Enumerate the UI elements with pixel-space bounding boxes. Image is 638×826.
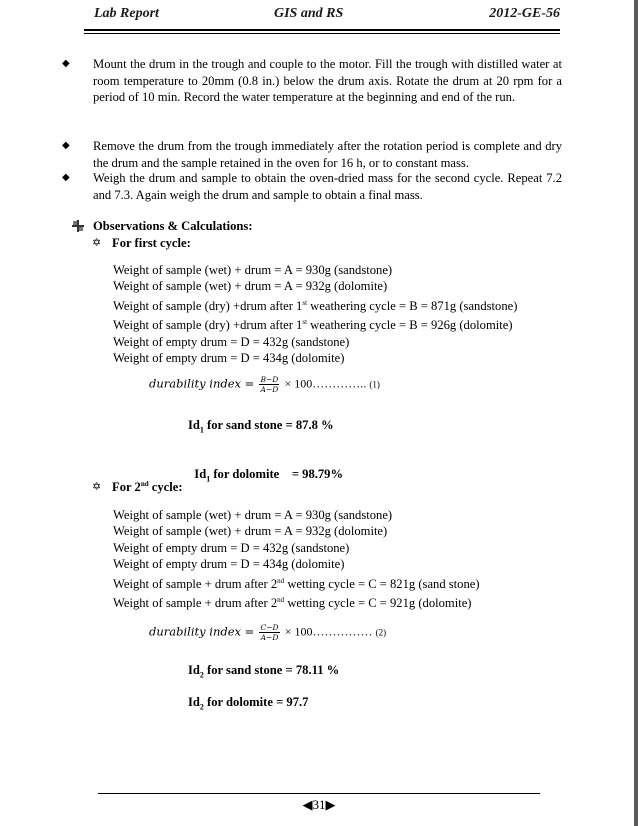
header-center: GIS and RS [274,6,344,21]
header-rule-thin [84,33,560,34]
header-left: Lab Report [94,6,159,21]
header-rule-thick [84,29,560,31]
measurement-line: Weight of sample + drum after 2nd wetting cycle = C = 821g (sand stone) [113,576,480,591]
measurement-line: Weight of sample (dry) +drum after 1st weathering cycle = B = 926g (dolomite) [113,318,513,333]
footer-rule [98,793,540,794]
pushpin-icon [72,220,84,232]
equation-lhs: durability index = [149,624,255,639]
equation-lhs: durability index = [149,376,255,391]
measurement-line: Weight of sample (wet) + drum = A = 930g (sandstone) [113,263,393,277]
result-line: $Id_2$ for sand stone = 78.11 % [188,663,340,680]
bullet-text: Mount the drum in the trough and couple to the motor. Fill the trough with distilled water at room temperature to 20mm (0.8 in.) below the drum axis. Rotate the drum at 20 rpm for a period of 10 min. Record the water temperature at the beginning and end of the run. [93,57,562,105]
measurement-line: Weight of empty drum = D = 434g (dolomite) [113,557,345,572]
measurement-line: Weight of sample (wet) + drum = A = 930g (sandstone) [113,508,393,522]
diamond-bullet-icon: ◆ [62,58,70,69]
equation-ref: (1) [369,379,380,390]
measurement-line: Weight of sample (dry) +drum after 1st weathering cycle = B = 871g (sandstone) [113,298,518,313]
section-title: Observations & Calculations: [93,219,253,233]
measurement-line: Weight of empty drum = D = 432g (sandstone) [113,335,350,349]
result-line: $Id_1$ for dolomite = 98.79% [194,467,344,484]
equation-fraction [259,623,279,642]
fraction-numerator: B−D [260,375,279,384]
star-bullet-icon: ✡ [92,237,102,249]
page-header [86,6,560,28]
durability-equation-2 [149,623,386,642]
fraction-numerator: C−D [260,623,279,632]
arrow-left-icon: ◀ [302,797,313,812]
diamond-bullet-icon: ◆ [62,140,70,151]
bullet-item [62,170,562,203]
star-bullet-icon: ✡ [92,481,102,493]
equation-multiplier: × 100………….. [284,376,367,391]
durability-equation-1 [149,375,380,394]
arrow-right-icon: ▶ [325,797,336,812]
bullet-text: Weigh the drum and sample to obtain the oven-dried mass for the second cycle. Repeat 7.2 and 7.3. Again weigh the drum and sample to obtain a final mass. [93,171,562,202]
result-line: $Id_2$ for dolomite = 97.7 [188,695,309,712]
measurement-line: Weight of sample (wet) + drum = A = 932g (dolomite) [113,524,388,539]
result-line: $Id_1$ for sand stone = 87.8 % [188,418,334,435]
cycle1-title: For first cycle: [112,236,191,250]
fraction-denominator: A−D [260,385,279,394]
page-edge [634,0,638,826]
cycle1-measurements [113,262,517,367]
equation-multiplier: × 100…………… [284,624,373,639]
bullet-item [62,138,562,171]
header-right: 2012-GE-56 [489,6,560,21]
cycle2-measurements [113,507,480,612]
measurement-line: Weight of empty drum = D = 434g (dolomite) [113,351,345,366]
cycle2-title: For 2nd cycle: [112,480,183,495]
measurement-line: Weight of sample (wet) + drum = A = 932g (dolomite) [113,279,388,294]
equation-ref: (2) [375,627,387,638]
page-number: ◀31▶ [302,797,336,812]
measurement-line: Weight of sample + drum after 2nd wetting cycle = C = 921g (dolomite) [113,596,472,611]
measurement-line: Weight of empty drum = D = 432g (sandstone) [113,540,350,555]
equation-fraction [259,375,279,394]
diamond-bullet-icon: ◆ [62,172,70,183]
fraction-denominator: A−D [260,633,279,642]
bullet-item [62,56,562,106]
bullet-text: Remove the drum from the trough immediately after the rotation period is complete and dry the drum and the sample retained in the oven for 16 h, or to constant mass. [93,139,562,170]
